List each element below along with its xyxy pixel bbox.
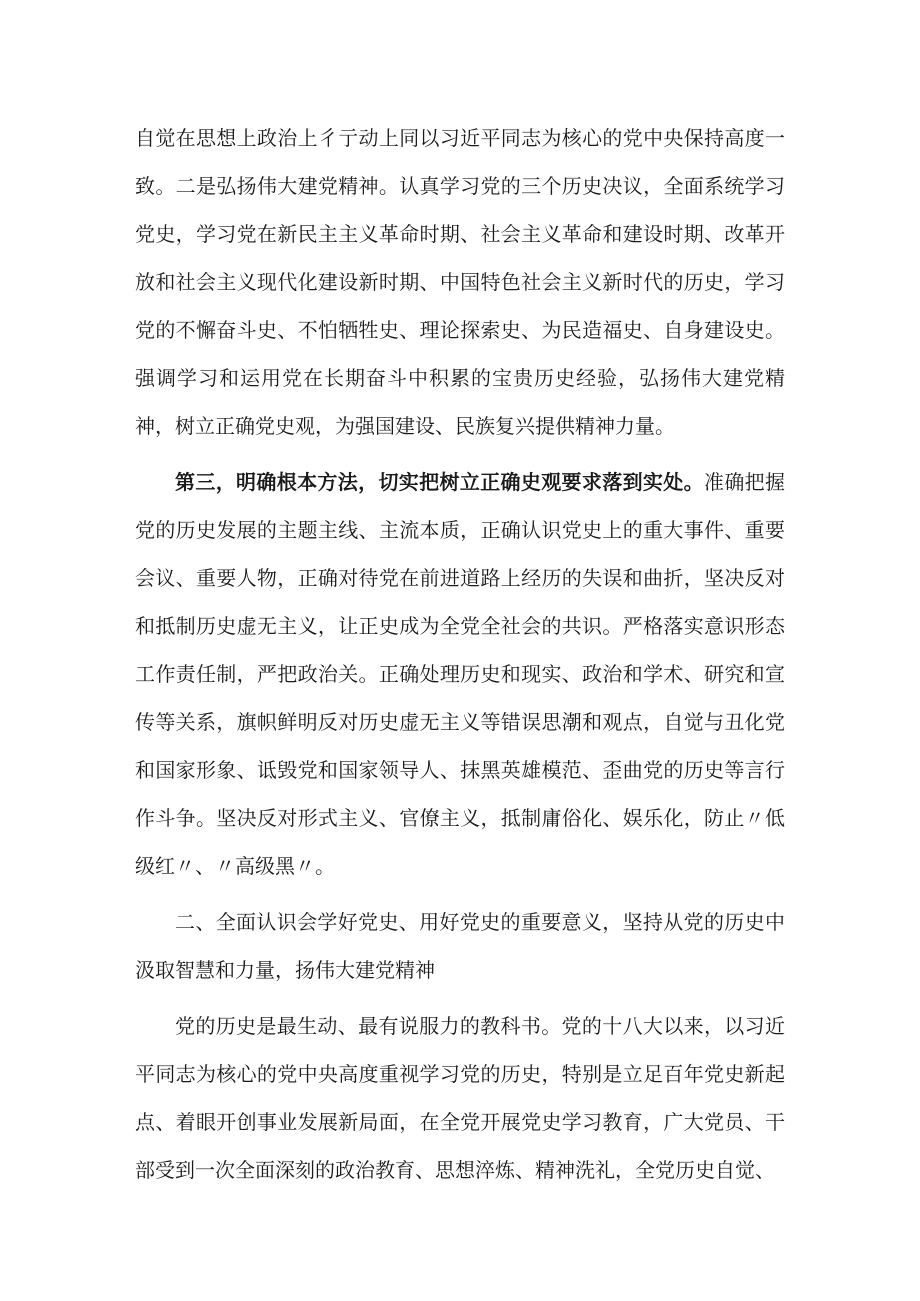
paragraph-2 bbox=[135, 458, 785, 890]
paragraph-2-text: 准确把握党的历史发展的主题主线、主流本质，正确认识党史上的重大事件、重要会议、重要人物，正确对待党在前进道路上经历的失误和曲折，坚决反对和抵制历史虚无主义，让正史成为全党全社会的共识。严格落实意识形态工作责任制，严把政治关。正确处理历史和现实、政治和学术、研究和宣传等关系，旗帜鲜明反对历史虚无主义等错误思潮和观点，自觉与丑化党和国家形象、诋毁党和国家领导人、抹黑英雄模范、歪曲党的历史等言行作斗争。坚决反对形式主义、官僚主义，抵制庸俗化、娱乐化，防止〃低级红〃、〃高级黑〃。 bbox=[135, 470, 786, 878]
section-heading-2 bbox=[135, 898, 785, 994]
document-body bbox=[135, 114, 785, 1194]
paragraph-4 bbox=[135, 1002, 785, 1194]
paragraph-1 bbox=[135, 114, 785, 450]
section-heading-2-text: 二、全面认识会学好党史、用好党史的重要意义，坚持从党的历史中汲取智慧和力量，扬伟大建党精神 bbox=[135, 910, 785, 982]
paragraph-1-text: 自觉在思想上政治上彳亍动上同以习近平同志为核心的党中央保持高度一致。二是弘扬伟大建党精神。认真学习党的三个历史决议，全面系统学习党史，学习党在新民主主义革命时期、社会主义革命和建设时期、改革开放和社会主义现代化建设新时期、中国特色社会主义新时代的历史，学习党的不懈奋斗史、不怕牺牲史、理论探索史、为民造福史、自身建设史。强调学习和运用党在长期奋斗中积累的宝贵历史经验，弘扬伟大建党精神，树立正确党史观，为强国建设、民族复兴提供精神力量。 bbox=[135, 126, 785, 438]
paragraph-4-text: 党的历史是最生动、最有说服力的教科书。党的十八大以来，以习近平同志为核心的党中央高度重视学习党的历史，特别是立足百年党史新起点、着眼开创事业发展新局面，在全党开展党史学习教育，广大党员、干部受到一次全面深刻的政治教育、思想淬炼、精神洗礼，全党历史自觉、 bbox=[135, 1014, 785, 1182]
paragraph-2-bold-lead: 第三，明确根本方法，切实把树立正确史观要求落到实处。 bbox=[175, 470, 704, 494]
